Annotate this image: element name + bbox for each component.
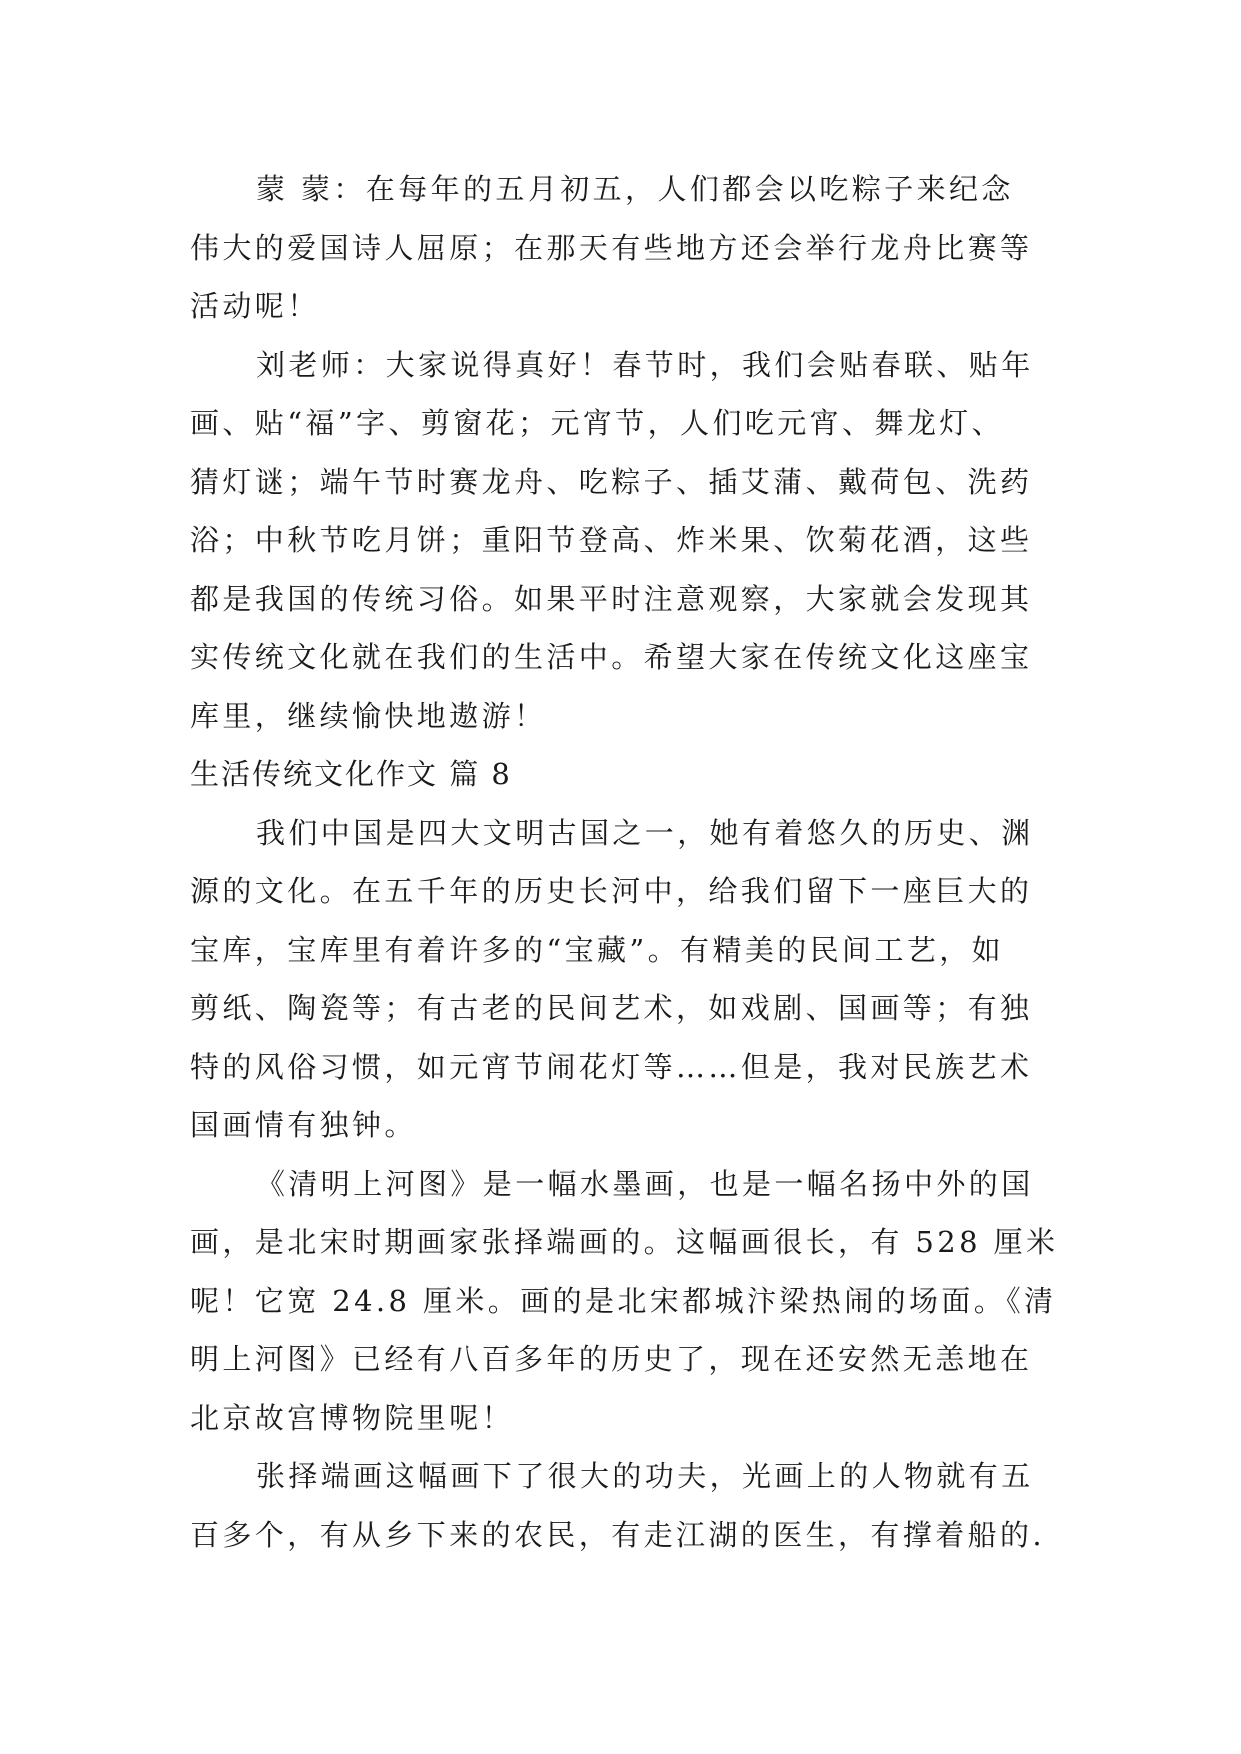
text-line: 蒙 蒙：在每年的五月初五，人们都会以吃粽子来纪念 (256, 172, 1014, 206)
text-line: 画，是北宋时期画家张择端画的。这幅画很长，有 528 厘米 (190, 1225, 1059, 1259)
text-line: 库里，继续愉快地遨游！ (190, 698, 547, 733)
text-line: 源的文化。在五千年的历史长河中，给我们留下一座巨大的 (190, 874, 1033, 908)
text-line: 特的风俗习惯，如元宵节闹花灯等……但是，我对民族艺术 (190, 1049, 1033, 1084)
text-line: 刘老师：大家说得真好！春节时，我们会贴春联、贴年 (256, 347, 1034, 382)
text-line: 呢！它宽 24.8 厘米。画的是北宋都城汴梁热闹的场面。《清 (190, 1283, 1057, 1318)
text-line: 活动呢！ (190, 289, 320, 323)
document-body (190, 160, 1070, 1564)
section-heading: 生活传统文化作文 篇 8 (190, 757, 512, 791)
text-line: 国画情有独钟。 (190, 1108, 417, 1142)
text-line: 猜灯谜；端午节时赛龙舟、吃粽子、插艾蒲、戴荷包、洗药 (190, 464, 1033, 499)
text-line: 张择端画这幅画下了很大的功夫，光画上的人物就有五 (256, 1459, 1034, 1493)
text-line: 都是我国的传统习俗。如果平时注意观察，大家就会发现其 (190, 581, 1033, 616)
text-line: 宝库，宝库里有着许多的“宝藏”。有精美的民间工艺，如 (190, 932, 1005, 967)
text-line: 百多个，有从乡下来的农民，有走江湖的医生，有撑着船的. (190, 1517, 1046, 1552)
text-line: 我们中国是四大文明古国之一，她有着悠久的历史、渊 (256, 815, 1034, 850)
text-line: 画、贴“福”字、剪窗花；元宵节，人们吃元宵、舞龙灯、 (190, 406, 1005, 440)
text-line: 浴；中秋节吃月饼；重阳节登高、炸米果、饮菊花酒，这些 (190, 523, 1033, 557)
text-line: 剪纸、陶瓷等；有古老的民间艺术，如戏剧、国画等；有独 (190, 991, 1033, 1025)
text-line: 实传统文化就在我们的生活中。希望大家在传统文化这座宝 (190, 640, 1033, 674)
text-line: 北京故宫博物院里呢！ (190, 1400, 515, 1435)
text-line: 伟大的爱国诗人屈原；在那天有些地方还会举行龙舟比赛等 (190, 230, 1033, 265)
text-line: 明上河图》已经有八百多年的历史了，现在还安然无恙地在 (190, 1342, 1033, 1376)
text-line: 《清明上河图》是一幅水墨画，也是一幅名扬中外的国 (256, 1166, 1034, 1201)
